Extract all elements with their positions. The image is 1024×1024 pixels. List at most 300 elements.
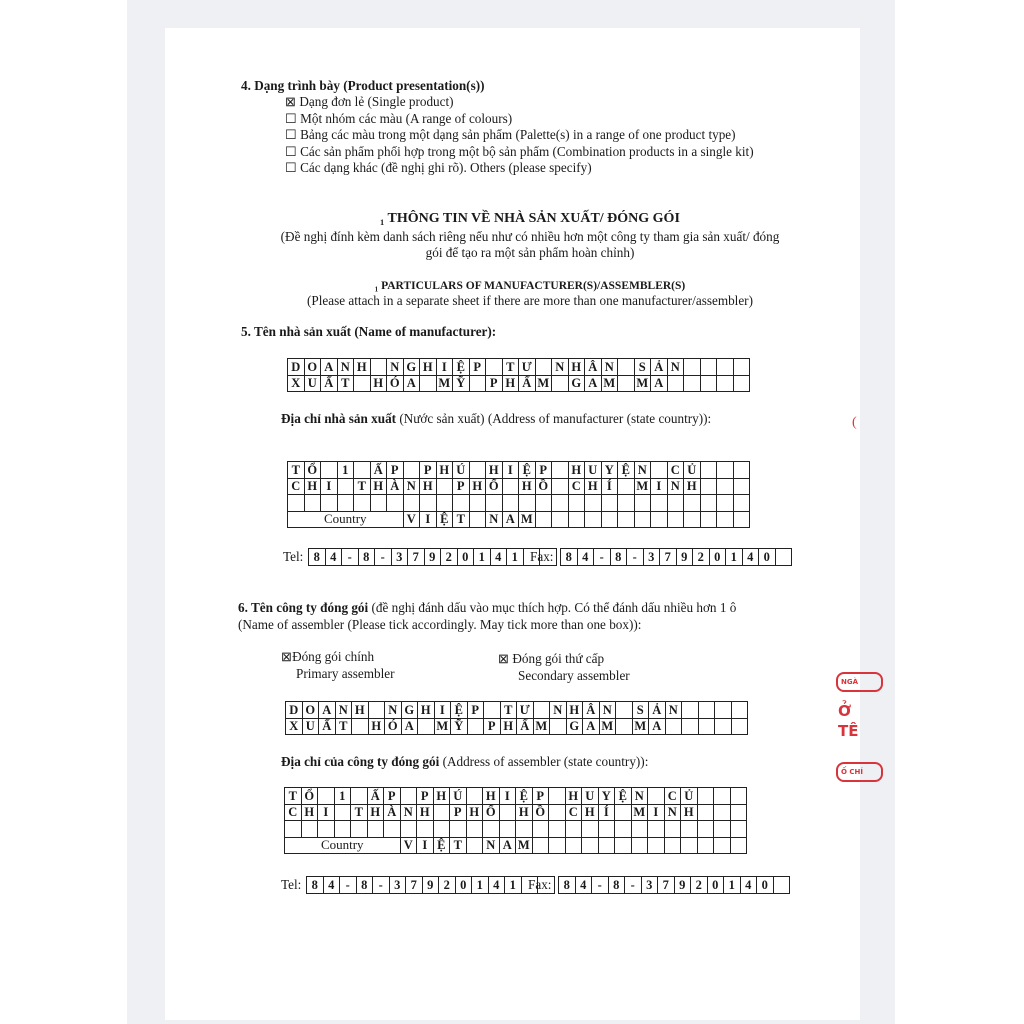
char-cell: 4 <box>325 549 342 566</box>
char-cell: M <box>601 375 618 392</box>
presentation-option[interactable] <box>285 111 512 127</box>
char-cell: H <box>367 804 384 821</box>
char-cell: H <box>684 478 701 495</box>
char-cell: N <box>550 702 567 719</box>
char-cell <box>717 375 734 392</box>
char-cell: T <box>288 462 305 479</box>
char-cell <box>420 375 437 392</box>
char-cell: N <box>387 359 404 376</box>
char-cell: 1 <box>337 462 354 479</box>
char-cell: 9 <box>676 549 693 566</box>
checked-box-icon: ⊠ <box>498 651 510 666</box>
char-cell <box>717 462 734 479</box>
char-cell <box>697 788 714 805</box>
char-cell <box>466 821 483 838</box>
char-cell <box>433 804 450 821</box>
country-cell: I <box>417 837 434 854</box>
option-label: Các sản phẩm phối hợp trong một bộ sản phẩm (Combination products in a single kit) <box>300 143 754 159</box>
char-cell <box>651 495 668 512</box>
char-cell <box>370 359 387 376</box>
country-cell <box>651 511 668 528</box>
section4-title: 4. Dạng trình bày (Product presentation(s)) <box>241 78 485 93</box>
char-cell <box>773 877 790 894</box>
char-cell <box>565 821 582 838</box>
presentation-option[interactable] <box>285 94 454 110</box>
char-cell: - <box>627 549 644 566</box>
char-cell: Ẩ <box>519 375 536 392</box>
char-cell <box>634 495 651 512</box>
char-cell <box>532 821 549 838</box>
char-cell: H <box>500 718 517 735</box>
fax-label: Fax: <box>528 877 552 892</box>
char-cell <box>684 359 701 376</box>
char-cell: Â <box>583 702 600 719</box>
char-cell: P <box>384 788 401 805</box>
presentation-option[interactable] <box>285 127 736 143</box>
checkbox-icon: ☐ <box>285 143 297 159</box>
char-cell: H <box>568 462 585 479</box>
option-label: Dạng đơn lẻ (Single product) <box>299 94 454 109</box>
char-cell: U <box>302 718 319 735</box>
char-cell: H <box>566 702 583 719</box>
char-cell <box>400 788 417 805</box>
char-cell: C <box>565 804 582 821</box>
char-cell: T <box>500 702 517 719</box>
char-cell: 8 <box>309 549 326 566</box>
char-cell <box>334 821 351 838</box>
en-note: (Please attach in a separate sheet if there are more than one manufacturer/assembler) <box>307 293 753 308</box>
char-cell: N <box>665 702 682 719</box>
stamp-ring-bottom: Ố CHÍ <box>836 762 883 782</box>
char-cell: H <box>466 804 483 821</box>
char-cell: H <box>568 359 585 376</box>
option-label: Các dạng khác (đề nghị ghi rõ). Others (please specify) <box>300 160 592 175</box>
char-cell <box>615 821 632 838</box>
tel-row <box>309 549 557 566</box>
char-cell <box>682 718 699 735</box>
country-cell: Ệ <box>433 837 450 854</box>
char-cell <box>552 478 569 495</box>
country-cell: V <box>400 837 417 854</box>
char-cell: N <box>664 804 681 821</box>
char-cell: A <box>651 375 668 392</box>
char-cell: - <box>594 549 611 566</box>
char-cell <box>616 702 633 719</box>
char-cell: N <box>552 359 569 376</box>
char-cell <box>730 821 747 838</box>
char-cell <box>549 804 566 821</box>
char-cell: P <box>450 804 467 821</box>
char-cell: H <box>354 359 371 376</box>
char-cell: N <box>337 359 354 376</box>
char-cell <box>618 495 635 512</box>
char-cell <box>420 495 437 512</box>
char-cell <box>733 495 750 512</box>
char-cell <box>400 821 417 838</box>
fax-row <box>561 549 792 566</box>
char-cell: 4 <box>575 877 592 894</box>
char-cell: I <box>651 478 668 495</box>
char-cell <box>304 495 321 512</box>
char-cell: H <box>582 804 599 821</box>
char-cell: G <box>401 702 418 719</box>
char-cell <box>616 718 633 735</box>
section6-title-bold: 6. Tên công ty đóng gói <box>238 600 369 615</box>
country-cell <box>700 511 717 528</box>
char-cell <box>568 495 585 512</box>
char-cell: P <box>420 462 437 479</box>
char-cell: X <box>288 375 305 392</box>
char-cell: H <box>502 375 519 392</box>
char-cell: H <box>301 804 318 821</box>
char-cell: Ệ <box>519 462 536 479</box>
char-cell: 0 <box>455 877 472 894</box>
char-cell <box>469 462 486 479</box>
char-cell <box>731 702 748 719</box>
char-cell <box>552 375 569 392</box>
secondary-assembler-checkbox[interactable] <box>498 651 604 667</box>
char-cell: P <box>469 359 486 376</box>
char-cell <box>717 359 734 376</box>
char-cell <box>730 804 747 821</box>
char-cell: M <box>599 718 616 735</box>
char-cell <box>486 495 503 512</box>
country-cell <box>634 511 651 528</box>
char-cell: H <box>469 478 486 495</box>
char-cell: 4 <box>488 877 505 894</box>
char-cell: 2 <box>441 549 458 566</box>
char-cell: 4 <box>577 549 594 566</box>
char-cell <box>700 495 717 512</box>
country-row <box>288 511 750 528</box>
char-cell: 0 <box>707 877 724 894</box>
char-cell <box>733 375 750 392</box>
address-label-rest: (Nước sản xuất) (Address of manufacturer (state country)): <box>396 411 712 426</box>
checkbox-icon: ☐ <box>285 127 297 142</box>
char-cell: P <box>486 375 503 392</box>
char-cell: Ồ <box>532 804 549 821</box>
address-label-rest: (Address of assembler (state country)): <box>439 754 649 769</box>
char-cell: N <box>335 702 352 719</box>
manufacturer-name-grid <box>287 358 750 392</box>
char-cell <box>549 788 566 805</box>
char-cell <box>684 375 701 392</box>
char-cell <box>453 495 470 512</box>
char-cell: P <box>532 788 549 805</box>
char-cell: 7 <box>658 877 675 894</box>
char-cell: G <box>566 718 583 735</box>
stamp-fragment-top: ( <box>852 415 857 430</box>
char-cell: N <box>385 702 402 719</box>
char-cell: N <box>601 359 618 376</box>
char-cell <box>334 804 351 821</box>
char-cell <box>775 549 792 566</box>
char-cell: 1 <box>724 877 741 894</box>
char-cell: 8 <box>559 877 576 894</box>
char-cell: 0 <box>759 549 776 566</box>
char-cell <box>436 495 453 512</box>
char-cell <box>535 359 552 376</box>
char-cell: N <box>667 359 684 376</box>
char-cell <box>682 702 699 719</box>
char-cell <box>321 462 338 479</box>
char-cell: P <box>535 462 552 479</box>
char-cell <box>733 359 750 376</box>
char-cell: 7 <box>408 549 425 566</box>
char-cell: 9 <box>424 549 441 566</box>
char-cell: Ệ <box>615 788 632 805</box>
char-cell <box>700 462 717 479</box>
char-cell: C <box>667 462 684 479</box>
char-cell <box>550 718 567 735</box>
char-cell: 1 <box>334 788 351 805</box>
char-cell: 1 <box>472 877 489 894</box>
country-cell <box>532 837 549 854</box>
section6-title-line2: (Name of assembler (Please tick accordingly. May tick more than one box)): <box>238 617 642 632</box>
char-cell <box>321 495 338 512</box>
address-row <box>285 821 747 838</box>
char-cell: Í <box>598 804 615 821</box>
name-row <box>286 702 748 719</box>
country-cell <box>549 837 566 854</box>
char-cell: Ả <box>649 702 666 719</box>
char-cell: 4 <box>323 877 340 894</box>
char-cell <box>717 478 734 495</box>
char-cell: H <box>433 788 450 805</box>
char-cell: D <box>286 702 303 719</box>
char-cell: Ấ <box>367 788 384 805</box>
assembler-address-label <box>281 754 648 770</box>
char-cell <box>552 462 569 479</box>
char-cell: 0 <box>709 549 726 566</box>
secondary-label-vn: Đóng gói thứ cấp <box>509 651 605 666</box>
char-cell: S <box>632 702 649 719</box>
char-cell <box>499 804 516 821</box>
address-label-bold: Địa chỉ của công ty đóng gói <box>281 754 440 769</box>
option-label: Bảng các màu trong một dạng sản phẩm (Palette(s) in a range of one product type) <box>300 127 736 142</box>
char-cell: 4 <box>742 549 759 566</box>
country-cell <box>535 511 552 528</box>
name-row <box>288 359 750 376</box>
char-cell: N <box>400 804 417 821</box>
char-cell <box>351 821 368 838</box>
fax-row <box>559 877 790 894</box>
checked-box-icon: ⊠ <box>285 94 297 109</box>
char-cell: Y <box>598 788 615 805</box>
char-cell <box>368 702 385 719</box>
country-cell <box>730 837 747 854</box>
char-cell: 1 <box>474 549 491 566</box>
char-cell: 7 <box>660 549 677 566</box>
assembler-address-grid <box>284 787 747 854</box>
country-cell: I <box>420 511 437 528</box>
char-cell: P <box>484 718 501 735</box>
char-cell <box>618 478 635 495</box>
char-cell: O <box>302 702 319 719</box>
char-cell <box>352 718 369 735</box>
char-cell: I <box>499 788 516 805</box>
char-cell: A <box>585 375 602 392</box>
checked-box-icon: ⊠ <box>281 649 293 664</box>
char-cell <box>698 718 715 735</box>
section6-title-rest: (đề nghị đánh dấu vào mục thích hợp. Có thể đánh dấu nhiều hơn 1 ô <box>368 600 737 615</box>
country-cell <box>631 837 648 854</box>
red-stamp <box>832 672 863 787</box>
char-cell <box>337 478 354 495</box>
char-cell: I <box>648 804 665 821</box>
char-cell: 8 <box>608 877 625 894</box>
char-cell: N <box>634 462 651 479</box>
char-cell: N <box>403 478 420 495</box>
char-cell: A <box>649 718 666 735</box>
char-cell <box>318 788 335 805</box>
country-cell: T <box>450 837 467 854</box>
char-cell: Ư <box>519 359 536 376</box>
country-cell <box>733 511 750 528</box>
char-cell: 3 <box>391 549 408 566</box>
manufacturer-fax-grid <box>560 548 792 566</box>
char-cell <box>700 375 717 392</box>
char-cell <box>469 495 486 512</box>
char-cell: I <box>434 702 451 719</box>
country-cell <box>697 837 714 854</box>
char-cell <box>469 375 486 392</box>
char-cell: O <box>304 359 321 376</box>
char-cell <box>436 478 453 495</box>
char-cell: P <box>417 788 434 805</box>
char-cell: 1 <box>507 549 524 566</box>
char-cell: X <box>286 718 303 735</box>
char-cell <box>714 821 731 838</box>
char-cell: Ổ <box>304 462 321 479</box>
char-cell <box>549 821 566 838</box>
char-cell <box>717 495 734 512</box>
char-cell: N <box>631 788 648 805</box>
char-cell: Ó <box>385 718 402 735</box>
char-cell: Ệ <box>618 462 635 479</box>
char-cell: H <box>370 375 387 392</box>
presentation-option[interactable] <box>285 160 592 176</box>
char-cell: 3 <box>641 877 658 894</box>
char-cell: H <box>486 462 503 479</box>
char-cell: 0 <box>457 549 474 566</box>
char-cell: 3 <box>389 877 406 894</box>
char-cell <box>450 821 467 838</box>
char-cell: H <box>420 359 437 376</box>
char-cell: Y <box>601 462 618 479</box>
char-cell: Ủ <box>684 462 701 479</box>
country-cell <box>648 837 665 854</box>
char-cell <box>285 821 302 838</box>
char-cell: H <box>565 788 582 805</box>
country-cell <box>618 511 635 528</box>
char-cell: M <box>434 718 451 735</box>
primary-label-vn: Đóng gói chính <box>292 649 375 664</box>
country-cell <box>565 837 582 854</box>
char-cell: Ố <box>483 804 500 821</box>
manufacturer-address-grid <box>287 461 750 528</box>
char-cell: H <box>436 462 453 479</box>
country-cell <box>717 511 734 528</box>
char-cell: 8 <box>610 549 627 566</box>
char-cell <box>700 359 717 376</box>
country-cell: M <box>519 511 536 528</box>
char-cell: Ệ <box>451 702 468 719</box>
address-row <box>288 495 750 512</box>
char-cell <box>684 495 701 512</box>
country-cell <box>552 511 569 528</box>
country-cell: N <box>483 837 500 854</box>
address-row <box>288 478 750 495</box>
char-cell: 4 <box>490 549 507 566</box>
assembler-fax-grid <box>558 876 790 894</box>
assembler-tel-grid <box>306 876 555 894</box>
char-cell: 0 <box>757 877 774 894</box>
char-cell: 3 <box>643 549 660 566</box>
char-cell: - <box>625 877 642 894</box>
char-cell: Í <box>601 478 618 495</box>
char-cell: H <box>370 478 387 495</box>
country-cell <box>681 837 698 854</box>
manufacturer-address-label <box>281 411 711 427</box>
char-cell <box>486 359 503 376</box>
country-cell: M <box>516 837 533 854</box>
char-cell <box>403 462 420 479</box>
vn-note-1: (Đề nghị đính kèm danh sách riêng nếu như có nhiều hơn một công ty tham gia sản xuất/ đóng <box>280 229 780 244</box>
tel-label: Tel: <box>283 549 304 564</box>
char-cell <box>499 821 516 838</box>
country-cell <box>615 837 632 854</box>
country-cell <box>684 511 701 528</box>
country-cell: T <box>453 511 470 528</box>
char-cell: Ồ <box>535 478 552 495</box>
char-cell: P <box>387 462 404 479</box>
country-cell <box>601 511 618 528</box>
char-cell: T <box>337 375 354 392</box>
char-cell: Ấ <box>370 462 387 479</box>
char-cell: H <box>483 788 500 805</box>
char-cell <box>516 821 533 838</box>
country-cell: A <box>499 837 516 854</box>
char-cell: Â <box>585 359 602 376</box>
char-cell: H <box>516 804 533 821</box>
char-cell <box>697 804 714 821</box>
char-cell: Ổ <box>301 788 318 805</box>
char-cell <box>618 375 635 392</box>
char-cell: Ấ <box>319 718 336 735</box>
char-cell: 2 <box>691 877 708 894</box>
char-cell <box>648 788 665 805</box>
char-cell: 1 <box>726 549 743 566</box>
char-cell: T <box>351 804 368 821</box>
char-cell: 8 <box>307 877 324 894</box>
option-label: Một nhóm các màu (A range of colours) <box>300 110 513 126</box>
country-cell: Ệ <box>436 511 453 528</box>
country-cell <box>568 511 585 528</box>
char-cell: M <box>634 375 651 392</box>
char-cell: H <box>368 718 385 735</box>
country-cell <box>714 837 731 854</box>
checkbox-icon: ☐ <box>285 160 297 175</box>
primary-assembler-checkbox[interactable] <box>281 649 374 665</box>
secondary-label-en: Secondary assembler <box>518 668 630 683</box>
char-cell <box>433 821 450 838</box>
presentation-option[interactable] <box>285 144 754 160</box>
char-cell <box>403 495 420 512</box>
char-cell: Ẩ <box>517 718 534 735</box>
stamp-ring-top: NGÀ <box>836 672 883 692</box>
char-cell: P <box>453 478 470 495</box>
